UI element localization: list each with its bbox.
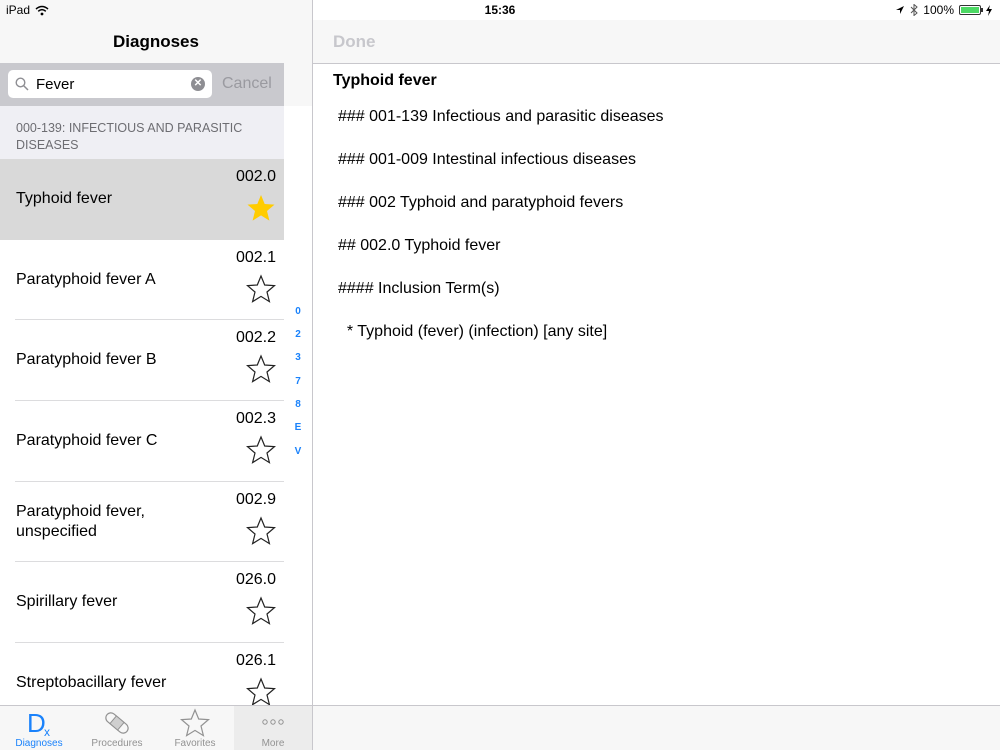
tab-label: Procedures — [91, 738, 143, 749]
star-filled-icon[interactable] — [246, 193, 276, 223]
battery-fill — [961, 7, 979, 13]
bluetooth-icon — [910, 4, 918, 16]
cancel-button[interactable]: Cancel — [222, 75, 272, 92]
index-item[interactable]: 3 — [295, 352, 301, 363]
star-outline-icon[interactable] — [246, 677, 276, 705]
diagnosis-list[interactable] — [0, 106, 284, 705]
status-bar — [0, 0, 1000, 20]
tab-label: Favorites — [174, 738, 216, 749]
diagnosis-code: 002.2 — [235, 329, 276, 347]
detail-line: ### 001-139 Infectious and parasitic diseases — [338, 108, 664, 125]
diagnosis-name: Spirillary fever — [16, 593, 118, 611]
star-outline-icon[interactable] — [246, 516, 276, 546]
tab-procedures[interactable] — [78, 706, 156, 750]
detail-toolbar — [313, 705, 1000, 750]
diagnosis-name: Typhoid fever — [16, 190, 113, 207]
battery-percent: 100% — [923, 3, 954, 17]
index-item[interactable]: 8 — [295, 399, 301, 410]
detail-title: Typhoid fever — [333, 72, 437, 89]
status-left — [6, 3, 49, 17]
detail-line: * Typhoid (fever) (infection) [any site] — [338, 323, 608, 340]
list-item[interactable] — [0, 643, 284, 705]
detail-line: #### Inclusion Term(s) — [338, 280, 500, 297]
list-item[interactable] — [0, 482, 284, 563]
index-item[interactable]: E — [294, 422, 302, 433]
tab-bar — [0, 705, 312, 750]
detail-line: ### 001-009 Intestinal infectious diseases — [338, 151, 636, 168]
list-item[interactable] — [0, 320, 284, 401]
device-label: iPad — [6, 3, 31, 17]
wifi-icon — [35, 5, 49, 16]
diagnosis-code: 002.9 — [235, 490, 276, 508]
list-item[interactable] — [0, 562, 284, 643]
diagnosis-name: Paratyphoid fever C — [16, 432, 158, 450]
status-time: 15:36 — [484, 3, 516, 17]
search-value: Fever — [36, 76, 75, 93]
tab-label: Diagnoses — [15, 738, 63, 749]
diagnosis-code: 002.1 — [235, 248, 276, 266]
list-item[interactable] — [0, 240, 284, 321]
bandage-icon — [102, 708, 132, 738]
index-item[interactable]: 0 — [295, 306, 301, 317]
search-icon — [15, 77, 29, 91]
tab-more[interactable] — [234, 706, 312, 750]
diagnosis-code: 002.0 — [235, 168, 276, 185]
diagnosis-name: Streptobacillary fever — [16, 674, 167, 692]
star-outline-icon[interactable] — [246, 596, 276, 626]
index-item[interactable]: V — [294, 446, 302, 457]
tab-diagnoses[interactable] — [0, 706, 78, 750]
diagnosis-name: Paratyphoid fever B — [16, 351, 157, 369]
section-header: 000-139: INFECTIOUS AND PARASITIC DISEASES — [0, 106, 284, 159]
star-outline-icon[interactable] — [246, 274, 276, 304]
svg-text:x: x — [44, 725, 50, 738]
tab-favorites[interactable] — [156, 706, 234, 750]
star-outline-icon[interactable] — [246, 354, 276, 384]
star-icon — [180, 708, 210, 738]
star-outline-icon[interactable] — [246, 435, 276, 465]
done-button[interactable]: Done — [333, 32, 376, 51]
section-index[interactable] — [284, 106, 312, 705]
diagnosis-code: 026.0 — [235, 571, 276, 589]
status-right — [895, 3, 992, 17]
detail-line: ### 002 Typhoid and paratyphoid fevers — [338, 194, 624, 211]
list-item[interactable] — [0, 401, 284, 482]
tab-label: More — [261, 738, 285, 749]
diagnosis-code: 002.3 — [235, 410, 276, 428]
battery-icon — [959, 5, 981, 15]
detail-pane — [313, 0, 1000, 750]
clear-icon[interactable]: ✕ — [191, 77, 205, 91]
svg-text:D: D — [27, 708, 46, 738]
dx-icon — [24, 708, 54, 738]
detail-line: ## 002.0 Typhoid fever — [338, 237, 501, 254]
index-item[interactable]: 7 — [295, 376, 301, 387]
diagnosis-name: Paratyphoid fever, unspecified — [16, 502, 145, 540]
search-bar — [0, 63, 284, 106]
diagnosis-name: Paratyphoid fever A — [16, 270, 156, 288]
detail-nav-bar — [313, 20, 1000, 64]
master-pane — [0, 0, 312, 750]
master-title: Diagnoses — [113, 32, 199, 51]
index-item[interactable]: 2 — [295, 329, 301, 340]
search-input[interactable] — [8, 70, 212, 98]
list-item[interactable] — [0, 159, 284, 240]
more-icon — [258, 708, 288, 738]
diagnosis-code: 026.1 — [235, 652, 276, 670]
location-arrow-icon — [895, 5, 905, 15]
charging-icon — [986, 5, 992, 16]
